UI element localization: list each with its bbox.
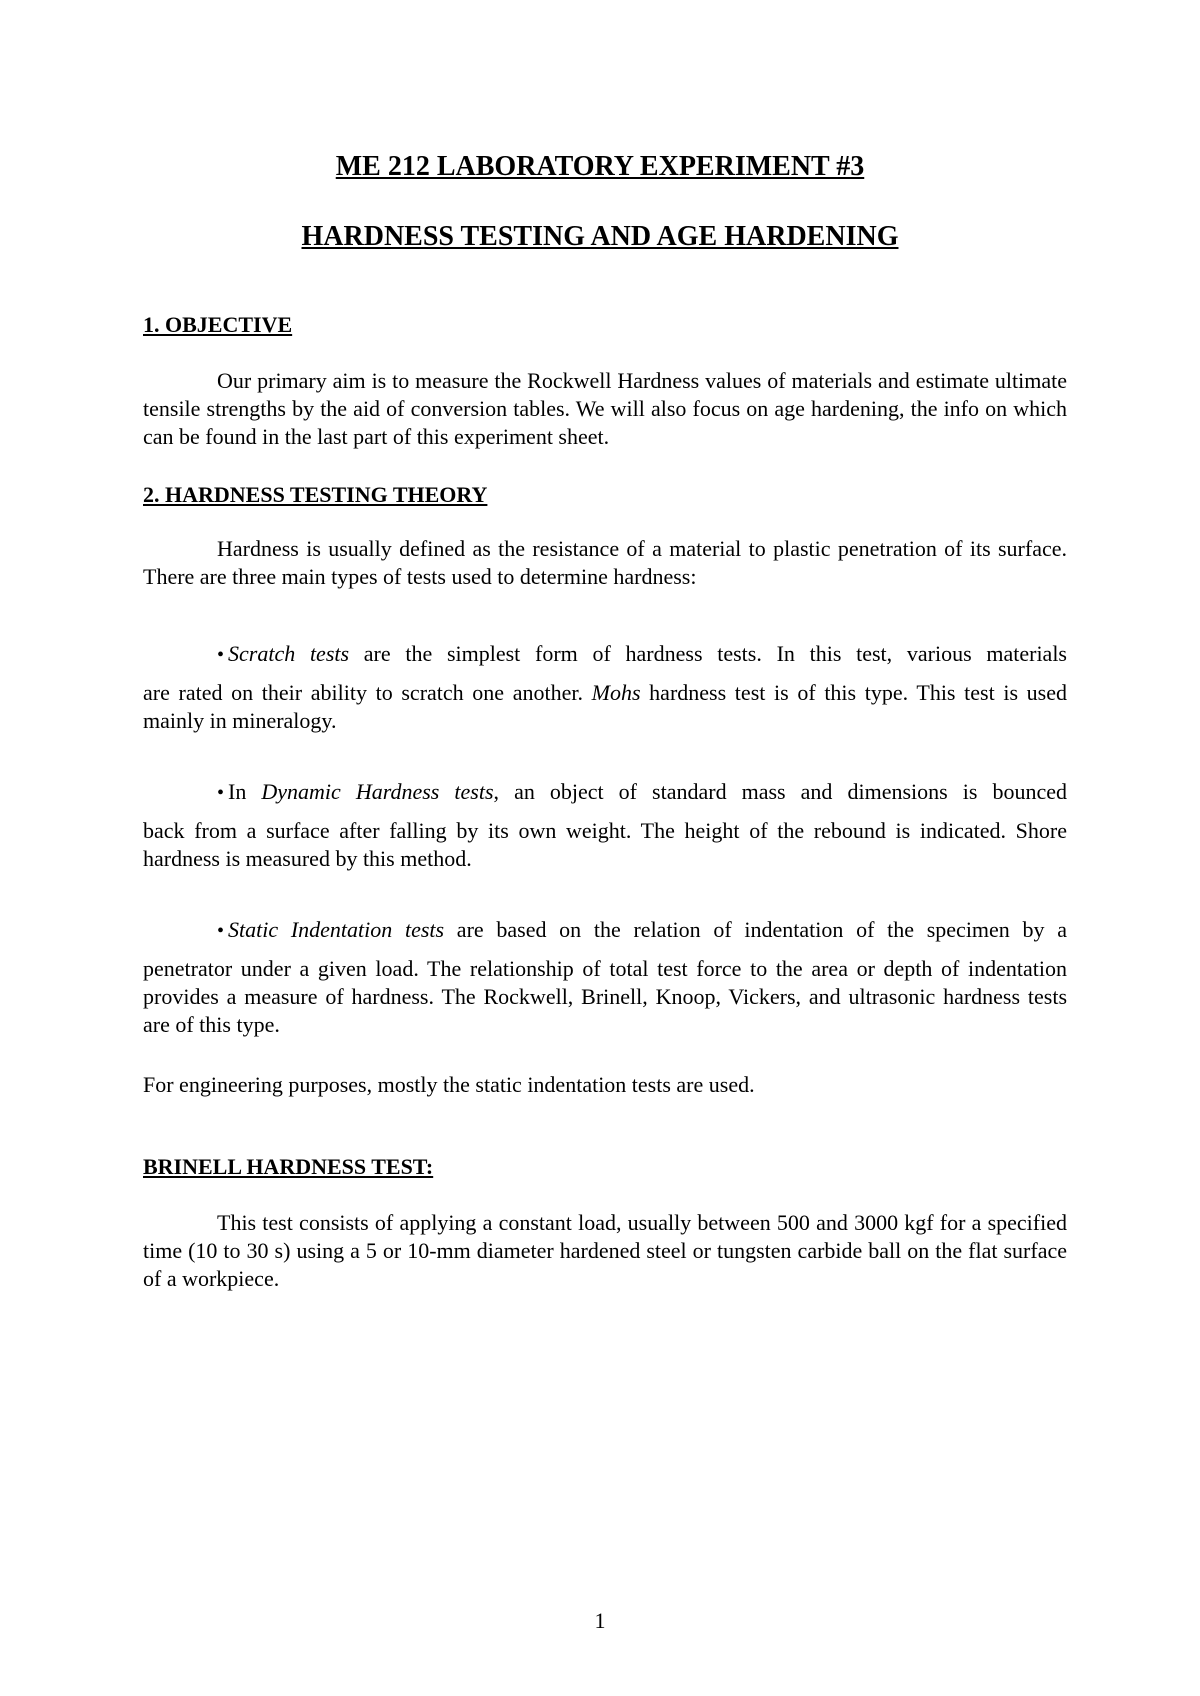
theory-conclusion: For engineering purposes, mostly the static indentation tests are used. xyxy=(143,1072,755,1097)
bullet-term: Static Indentation tests xyxy=(228,917,445,942)
brinell-paragraph: This test consists of applying a constant load, usually between 500 and 3000 kgf for a specified time (10 to 30 s) using a 5 or 10-mm diameter hardened steel or tungsten carbide ball on the flat surface of a workpiece. xyxy=(143,1210,1067,1291)
bullet-first-line: • In Dynamic Hardness tests, an object of standard mass and dimensions is bounced xyxy=(217,779,1067,804)
bullet-first-line: • Static Indentation tests are based on the relation of indentation of the specimen by a xyxy=(217,917,1067,942)
page-number: 1 xyxy=(594,1608,606,1633)
theory-heading: 2. HARDNESS TESTING THEORY xyxy=(143,482,488,507)
bullet-icon: • xyxy=(217,782,225,804)
bullet-continuation: back from a surface after falling by its own weight. The height of the rebound is indicated. Shore hardness is measured by this method. xyxy=(143,818,1067,871)
objective-heading: 1. OBJECTIVE xyxy=(143,312,293,337)
bullet-continuation: penetrator under a given load. The relationship of total test force to the area or depth of indentation provides a measure of hardness. The Rockwell, Brinell, Knoop, Vickers, and ultrasonic hardness tests are of this type. xyxy=(143,956,1067,1037)
bullet-icon: • xyxy=(217,920,225,942)
bullet-scratch-tests xyxy=(143,640,1067,735)
bullet-term: Scratch tests xyxy=(228,641,350,666)
bullet-term-mohs: Mohs xyxy=(591,680,641,705)
brinell-heading: BRINELL HARDNESS TEST: xyxy=(143,1154,434,1179)
theory-intro-paragraph: Hardness is usually defined as the resistance of a material to plastic penetration of its surface. There are three main types of tests used to determine hardness: xyxy=(143,536,1067,589)
bullet-continuation: are rated on their ability to scratch one another. Mohs hardness test is of this type. This test is used mainly in mineralogy. xyxy=(143,680,1067,733)
bullet-dynamic-tests xyxy=(143,778,1067,873)
bullet-term: Dynamic Hardness tests xyxy=(261,779,494,804)
bullet-static-tests xyxy=(143,916,1067,1039)
document-title: ME 212 LABORATORY EXPERIMENT #3 xyxy=(335,151,865,182)
bullet-icon: • xyxy=(217,644,225,666)
document-subtitle: HARDNESS TESTING AND AGE HARDENING xyxy=(301,221,899,252)
objective-paragraph: Our primary aim is to measure the Rockwell Hardness values of materials and estimate ultimate tensile strengths by the aid of conversion tables. We will also focus on age hardening, the info on which can be found in the last part of this experiment sheet. xyxy=(143,368,1067,449)
bullet-first-line: • Scratch tests are the simplest form of hardness tests. In this test, various materials xyxy=(217,641,1067,666)
